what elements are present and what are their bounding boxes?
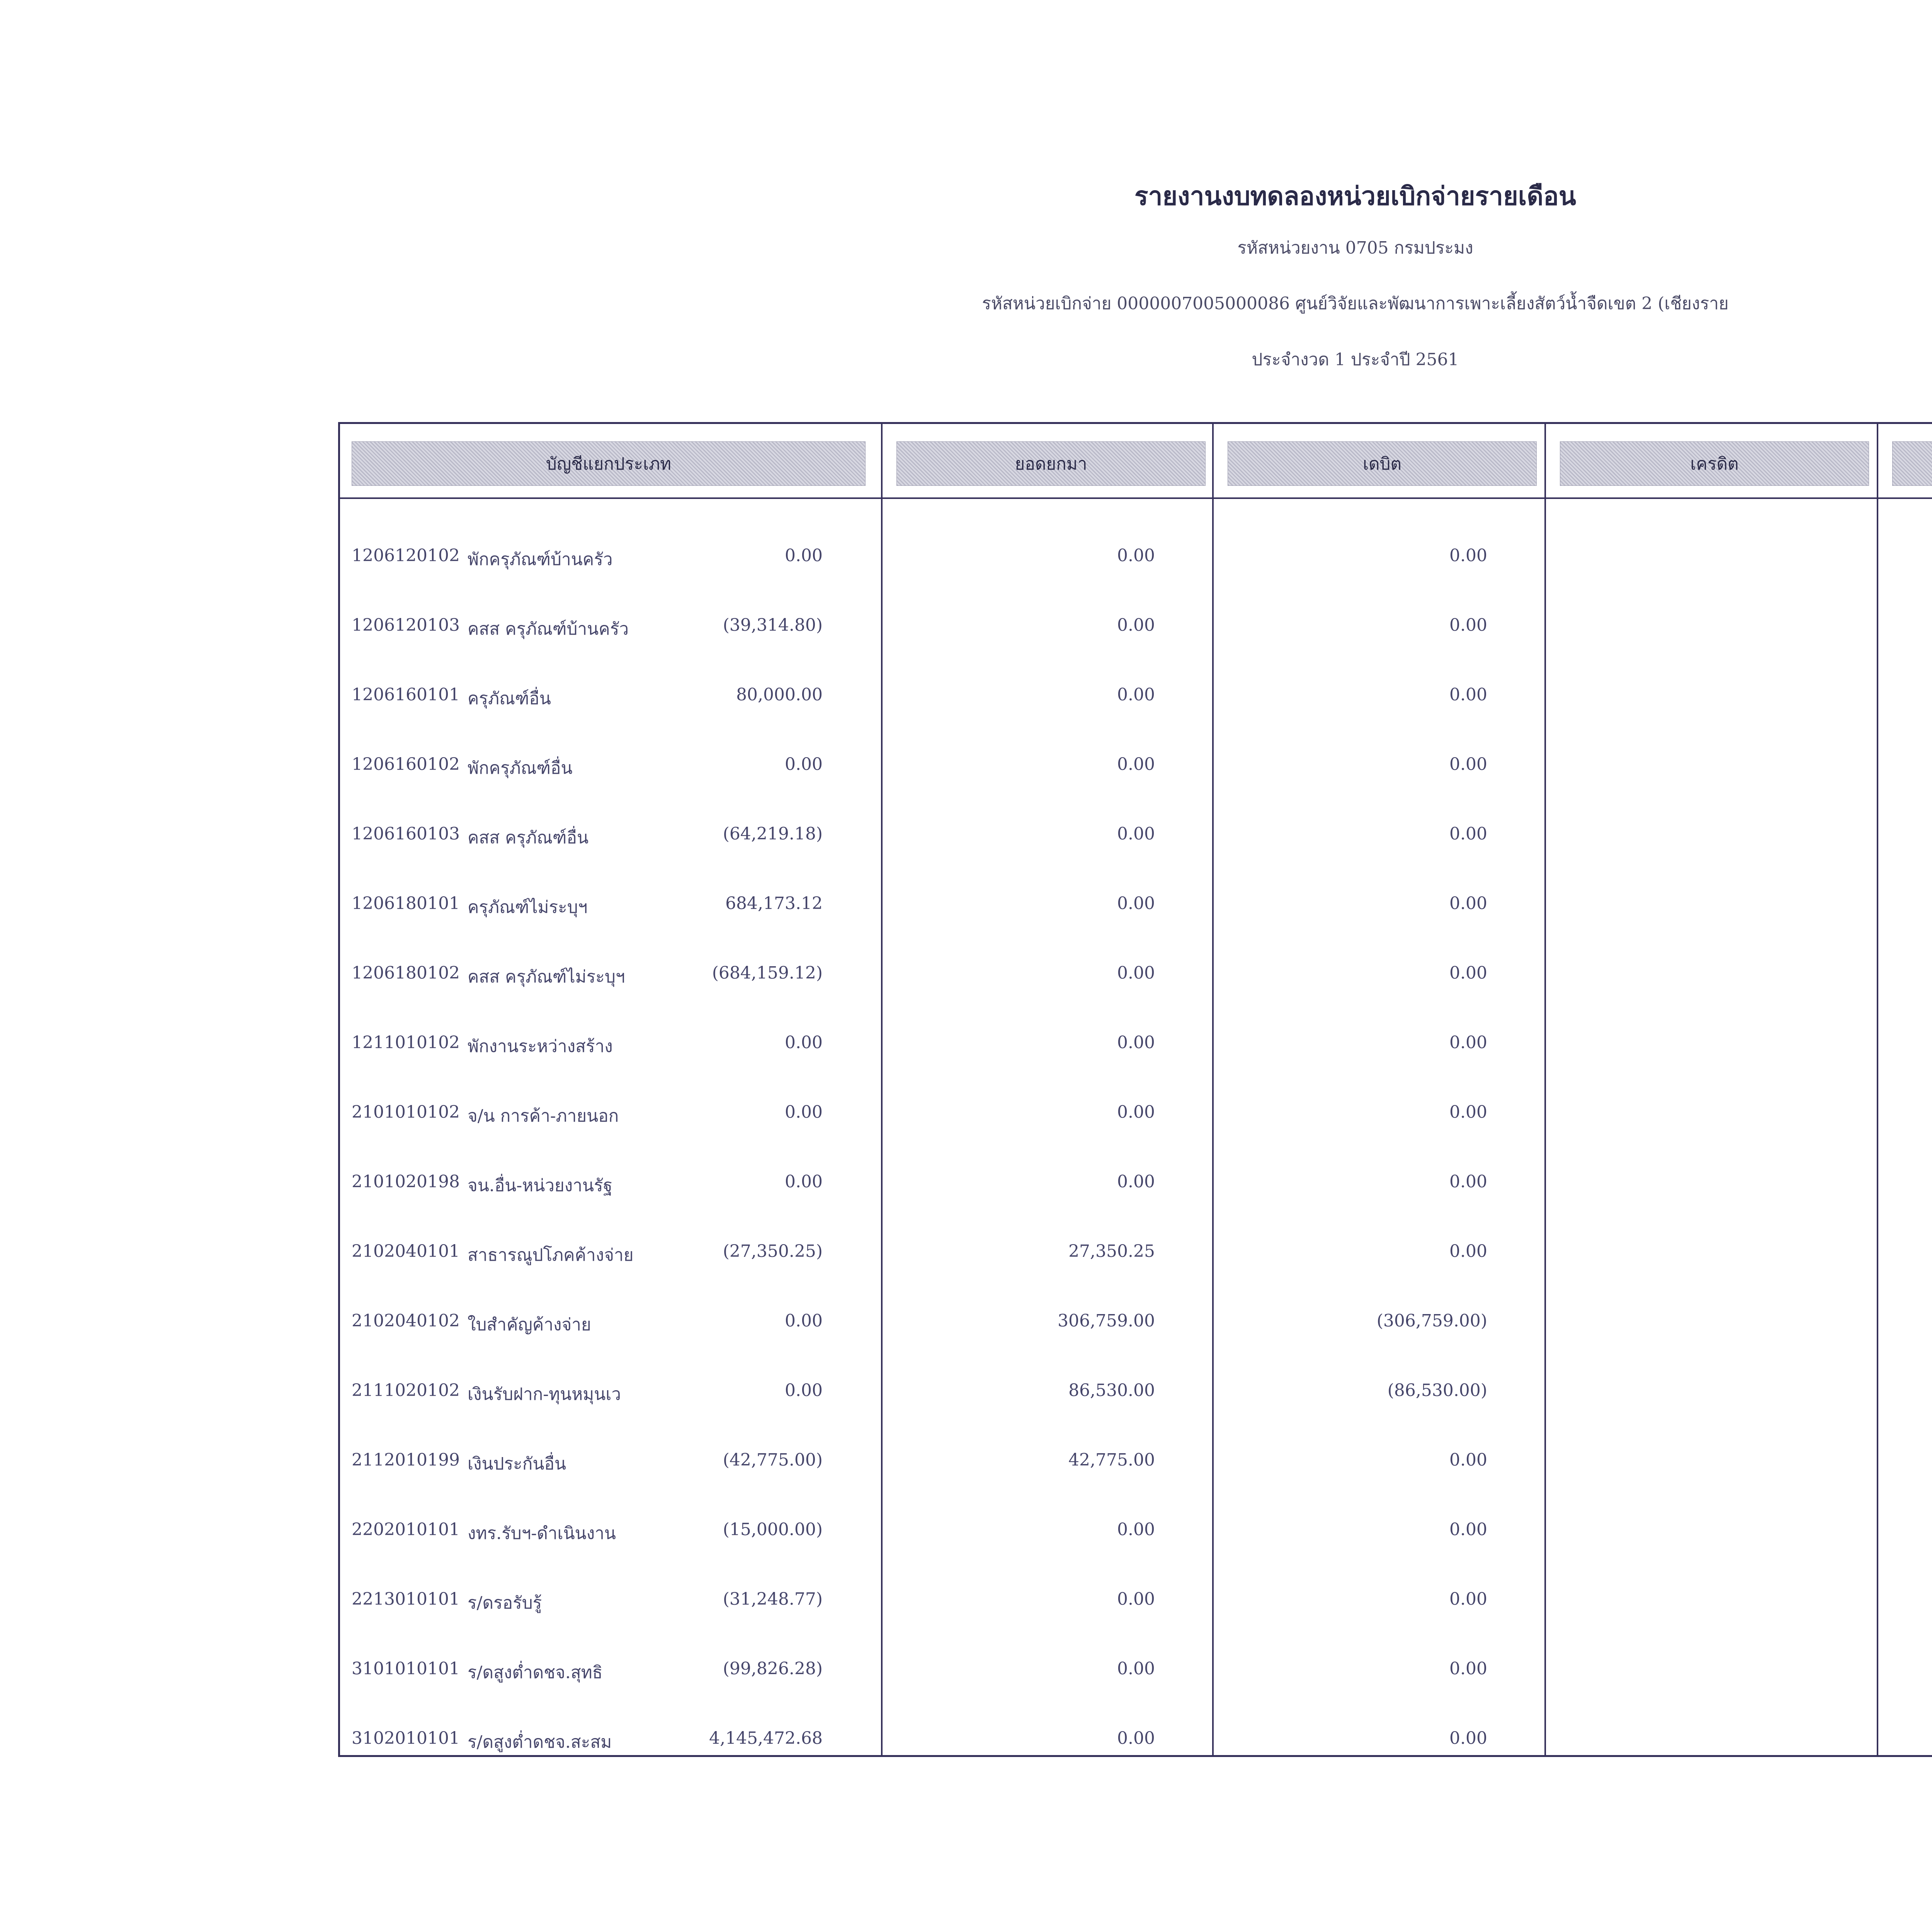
brought-forward-value: 0.00 [785,546,823,565]
credit-value: (86,530.00) [1387,1381,1487,1400]
account-name: ร/ดรอรับรู้ [468,1593,542,1613]
debit-value: 0.00 [1117,1728,1155,1748]
account-name: สาธารณูปโภคค้างจ่าย [468,1245,634,1265]
table-row [340,534,1932,577]
debit-value: 42,775.00 [1068,1450,1155,1470]
table-row [340,743,1932,785]
account-name: พักครุภัณฑ์อื่น [468,758,573,778]
brought-forward-value: 4,145,472.68 [709,1728,823,1748]
column-header-credit: เครดิต [1560,441,1869,486]
period-line: ประจำงวด 1 ประจำปี 2561 [1252,350,1459,369]
account-code: 2213010101 [352,1589,460,1609]
brought-forward-value: (31,248.77) [723,1589,823,1609]
credit-value: 0.00 [1449,1241,1487,1261]
account-name: คสส ครุภัณฑ์ไม่ระบุฯ [468,967,625,987]
account-name: คสส ครุภัณฑ์อื่น [468,828,589,848]
credit-value: 0.00 [1449,894,1487,913]
debit-value: 0.00 [1117,824,1155,844]
brought-forward-value: (27,350.25) [723,1241,823,1261]
debit-value: 0.00 [1117,1172,1155,1192]
debit-value: 0.00 [1117,963,1155,983]
debit-value: 27,350.25 [1068,1241,1155,1261]
debit-value: 0.00 [1117,685,1155,705]
agency-line: รหัสหน่วยงาน 0705 กรมประมง [1237,238,1473,258]
table-row [340,882,1932,924]
account-name: ร/ดสูงต่ำดชจ.สะสม [468,1732,612,1752]
table-row [340,1230,1932,1272]
debit-value: 0.00 [1117,615,1155,635]
disbursing-unit-line: รหัสหน่วยเบิกจ่าย 0000007005000086 ศูนย์วิจัยและพัฒนาการเพาะเลี้ยงสัตว์น้ำจืดเขต 2 (เชียงราย [982,294,1729,313]
account-name: จ/น การค้า-ภายนอก [468,1106,619,1126]
account-code: 1206180102 [352,963,460,983]
table-row [340,812,1932,855]
account-name: ครุภัณฑ์ไม่ระบุฯ [468,897,588,917]
account-name: งทร.รับฯ-ดำเนินงาน [468,1524,616,1543]
brought-forward-value: (39,314.80) [723,615,823,635]
debit-value: 86,530.00 [1068,1381,1155,1400]
report-title: รายงานงบทดลองหน่วยเบิกจ่ายรายเดือน [1134,181,1576,211]
brought-forward-value: 80,000.00 [736,685,823,705]
brought-forward-value: 0.00 [785,1102,823,1122]
account-code: 1211010102 [352,1033,460,1052]
debit-value: 0.00 [1117,546,1155,565]
account-code: 2102040101 [352,1241,460,1261]
header-divider [340,497,1932,499]
table-row [340,952,1932,994]
table-row [340,1439,1932,1481]
account-code: 1206180101 [352,894,460,913]
account-code: 2111020102 [352,1381,460,1400]
account-name: จน.อื่น-หน่วยงานรัฐ [468,1176,612,1195]
account-code: 1206160103 [352,824,460,844]
debit-value: 306,759.00 [1058,1311,1155,1331]
brought-forward-value: 0.00 [785,1033,823,1052]
account-code: 2202010101 [352,1520,460,1539]
brought-forward-value: 0.00 [785,1311,823,1331]
brought-forward-value: 0.00 [785,1172,823,1192]
credit-value: 0.00 [1449,546,1487,565]
account-code: 1206120102 [352,546,460,565]
brought-forward-value: (64,219.18) [723,824,823,844]
account-code: 3101010101 [352,1659,460,1679]
table-row [340,1299,1932,1342]
account-name: ครุภัณฑ์อื่น [468,689,551,708]
credit-value: 0.00 [1449,1520,1487,1539]
credit-value: 0.00 [1449,1033,1487,1052]
credit-value: 0.00 [1449,1450,1487,1470]
table-row [340,1647,1932,1690]
account-code: 1206120103 [352,615,460,635]
credit-value: 0.00 [1449,1172,1487,1192]
account-name: เงินประกันอื่น [468,1454,566,1474]
account-code: 2101020198 [352,1172,460,1192]
credit-value: 0.00 [1449,1102,1487,1122]
table-row [340,1091,1932,1133]
brought-forward-value: 684,173.12 [725,894,823,913]
table-row [340,1578,1932,1620]
column-header-debit: เดบิต [1228,441,1537,486]
debit-value: 0.00 [1117,1589,1155,1609]
credit-value: 0.00 [1449,615,1487,635]
table-row [340,1717,1932,1759]
column-header-carried-forward [1892,441,1932,486]
account-name: เงินรับฝาก-ทุนหมุนเว [468,1384,621,1404]
account-code: 1206160102 [352,754,460,774]
account-code: 1206160101 [352,685,460,705]
account-code: 2102040102 [352,1311,460,1331]
brought-forward-value: (684,159.12) [712,963,823,983]
table-row [340,1508,1932,1551]
column-header-brought-forward: ยอดยกมา [896,441,1206,486]
table-row [340,673,1932,716]
credit-value: 0.00 [1449,754,1487,774]
account-name: คสส ครุภัณฑ์บ้านครัว [468,619,629,639]
column-header-account: บัญชีแยกประเภท [352,441,866,486]
trial-balance-table [338,422,1932,1757]
credit-value: 0.00 [1449,1589,1487,1609]
debit-value: 0.00 [1117,894,1155,913]
table-row [340,1160,1932,1203]
table-row [340,1021,1932,1064]
debit-value: 0.00 [1117,1102,1155,1122]
table-row [340,1369,1932,1411]
credit-value: 0.00 [1449,1659,1487,1679]
brought-forward-value: 0.00 [785,1381,823,1400]
table-row [340,604,1932,646]
account-code: 2101010102 [352,1102,460,1122]
credit-value: 0.00 [1449,685,1487,705]
debit-value: 0.00 [1117,1520,1155,1539]
debit-value: 0.00 [1117,1033,1155,1052]
credit-value: (306,759.00) [1376,1311,1487,1331]
credit-value: 0.00 [1449,824,1487,844]
debit-value: 0.00 [1117,1659,1155,1679]
brought-forward-value: 0.00 [785,754,823,774]
credit-value: 0.00 [1449,963,1487,983]
debit-value: 0.00 [1117,754,1155,774]
account-name: พักครุภัณฑ์บ้านครัว [468,550,613,569]
account-code: 3102010101 [352,1728,460,1748]
account-name: ใบสำคัญค้างจ่าย [468,1315,591,1335]
account-name: พักงานระหว่างสร้าง [468,1037,613,1056]
credit-value: 0.00 [1449,1728,1487,1748]
account-code: 2112010199 [352,1450,460,1470]
account-name: ร/ดสูงต่ำดชจ.สุทธิ [468,1663,603,1682]
brought-forward-value: (42,775.00) [723,1450,823,1470]
brought-forward-value: (99,826.28) [723,1659,823,1679]
brought-forward-value: (15,000.00) [723,1520,823,1539]
